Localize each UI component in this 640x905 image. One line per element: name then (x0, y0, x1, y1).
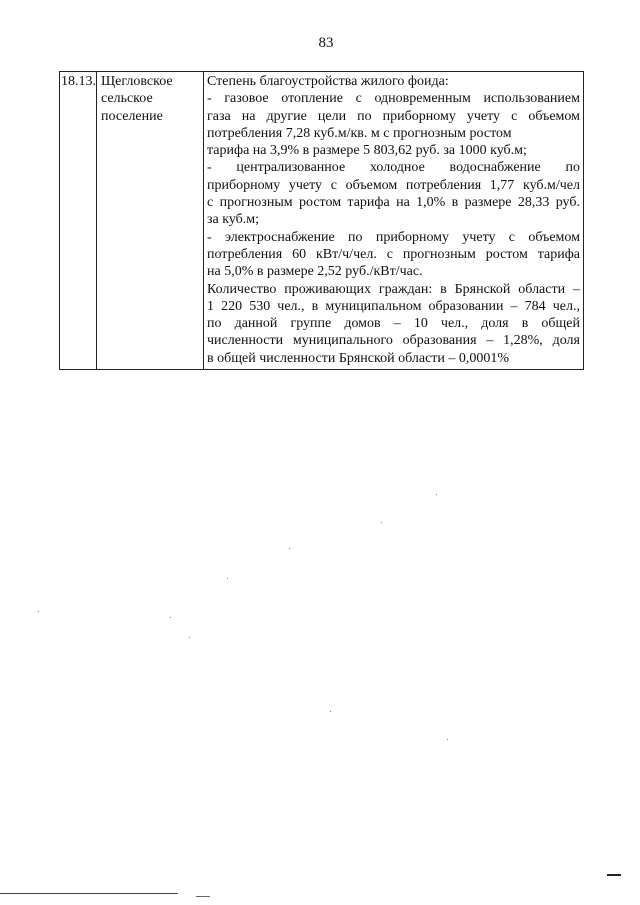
electricity-line: - электроснабжение по приборному учету с объемом (207, 229, 580, 245)
settlement-cell (97, 72, 204, 370)
settlement-name-line: сельское (101, 91, 153, 107)
scan-artifact-dot (330, 711, 331, 712)
gas-line: газа на другие цели по приборному учету с объемом (207, 108, 580, 124)
settlement-name-line: Щегловское (101, 74, 173, 89)
scan-artifact-dot (170, 617, 171, 618)
water-line: с прогнозным ростом тарифа на 1,0% в размере 28,33 руб. (207, 195, 580, 211)
scan-artifact-dot (381, 522, 382, 523)
improvement-heading: Степень благоустройства жилого фоида: (207, 74, 449, 89)
row-number-cell (60, 72, 97, 370)
scan-artifact-line (607, 874, 621, 876)
scan-artifact-dot (447, 739, 448, 740)
scan-artifact-dot (189, 637, 190, 638)
scan-artifact-dot (436, 494, 437, 495)
population-line: Количество проживающих граждан: в Брянской области – (207, 281, 580, 297)
gas-line: - газовое отопление с одновременным использованием (207, 91, 580, 107)
description-cell (204, 72, 584, 370)
electricity-line: на 5,0% в размере 2,52 руб./кВт/час. (207, 264, 423, 280)
gas-line: потребления 7,28 куб.м/кв. м с прогнозным ростом (207, 125, 512, 141)
settlement-name-line: поселение (101, 108, 163, 124)
water-line: приборному учету с объемом потребления 1,77 куб.м/чел (207, 177, 580, 193)
electricity-line: потребления 60 кВт/ч/чел. с прогнозным ростом тарифа (207, 246, 580, 262)
scan-artifact-line (196, 896, 210, 897)
gas-line: тарифа на 3,9% в размере 5 803,62 руб. за 1000 куб.м; (207, 143, 527, 159)
population-line: 1 220 530 чел., в муниципальном образовании – 784 чел., (207, 298, 580, 314)
scan-artifact-dot (227, 578, 228, 579)
population-line: по данной группе домов – 10 чел., доля в общей (207, 316, 580, 332)
water-line: - централизованное холодное водоснабжение по (207, 160, 580, 176)
population-line: в общей численности Брянской области – 0,0001% (207, 350, 510, 366)
scan-artifact-dot (38, 611, 39, 612)
water-line: за куб.м; (207, 212, 260, 228)
page-number: 83 (318, 35, 334, 51)
scan-artifact-dot (289, 548, 290, 549)
scan-artifact-line (0, 893, 178, 894)
population-line: численности муниципального образования – 1,28%, доля (207, 333, 580, 349)
table-row (60, 72, 584, 370)
row-number: 18.13. (61, 74, 96, 89)
document-table (59, 71, 584, 370)
